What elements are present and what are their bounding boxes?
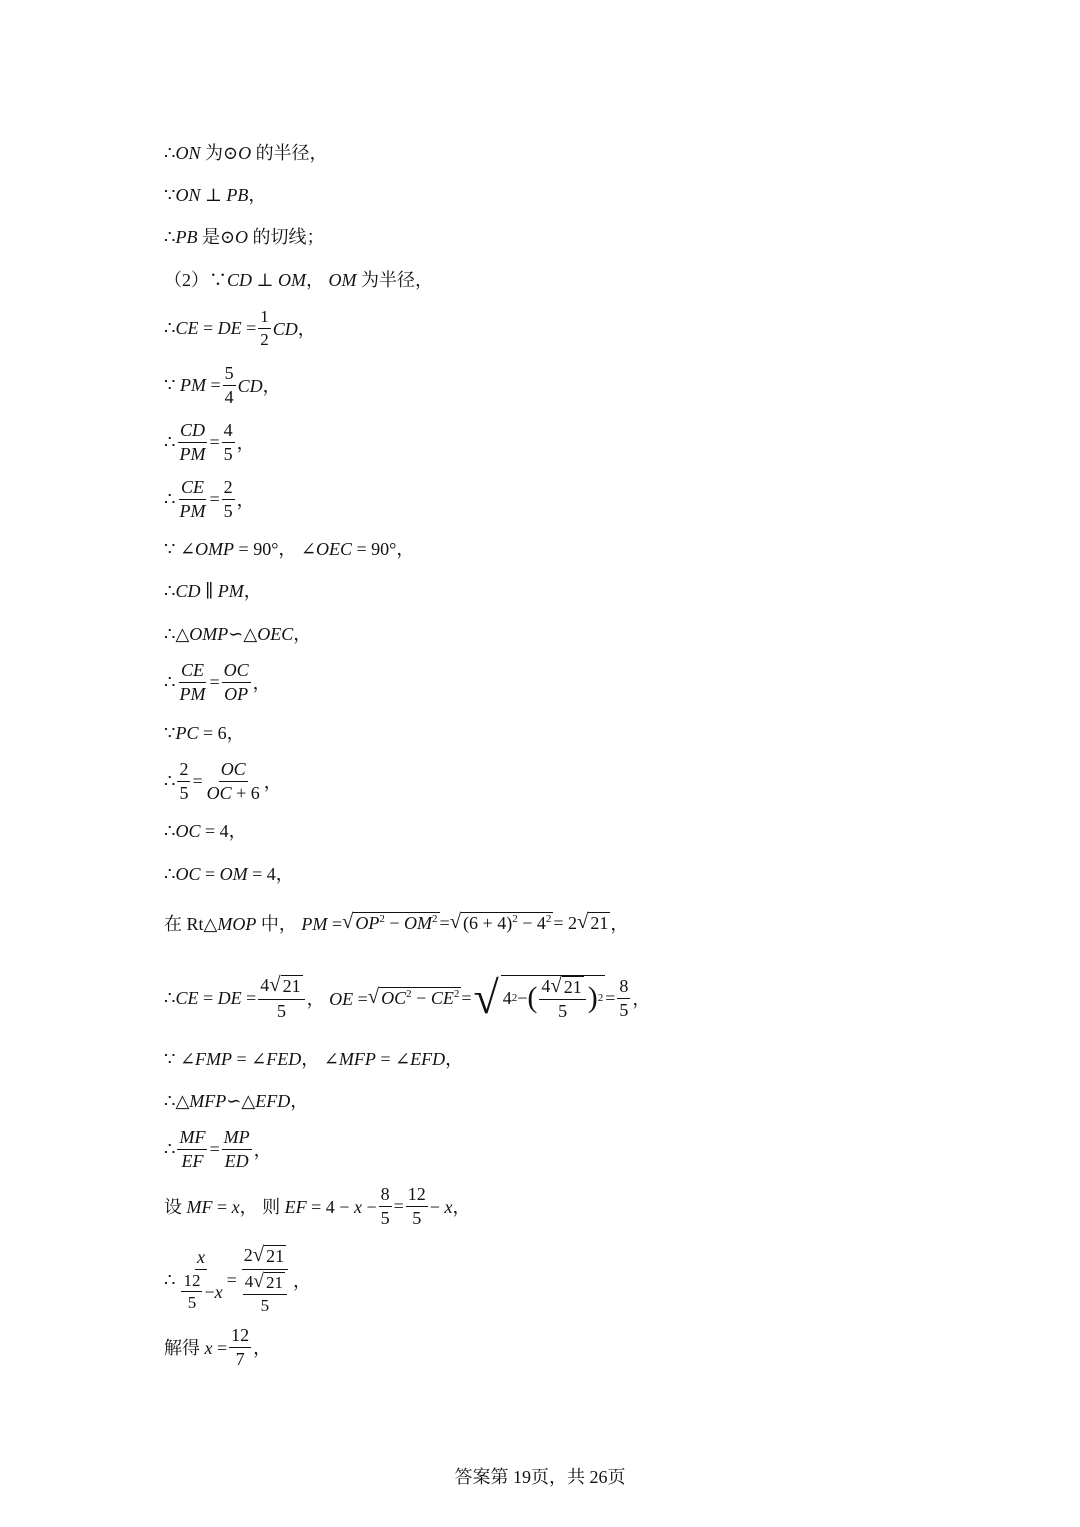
- proof-line-13: ∵PC = 6，: [164, 723, 245, 743]
- proof-line-5: ∴CE = DE = $\frac{1}{2}$ CD，: [164, 306, 316, 349]
- proof-line-12: ∴ $\frac{CE}{PM}$ = $\frac{OC}{OP}$ ，: [164, 659, 271, 704]
- proof-line-20: ∴△MFP∽△EFD，: [164, 1091, 309, 1111]
- proof-line-18: ∴CE = DE = 4 √ 21 5 ， OE = √ $OC^2 - CE^2$ = √ 4 2 − ( 4 √ 21 5 ) 2 = $\frac{8}{5}$ ，: [164, 972, 651, 1023]
- proof-line-21: ∴ $\frac{MF}{EF}$ = $\frac{MP}{ED}$ ，: [164, 1126, 272, 1171]
- proof-line-1: ∴ON 为⊙O 的半径，: [164, 143, 328, 163]
- proof-line-7: ∴ $\frac{CD}{PM}$ = $\frac{4}{5}$ ，: [164, 419, 255, 464]
- proof-line-9: ∵ ∠OMP = 90°， ∠OEC = 90°，: [164, 539, 415, 559]
- proof-line-23: ∴ x $\frac{12}{5}$ − x = 2 √ 21 4 √ 21 5 ，: [164, 1243, 311, 1316]
- proof-line-8: ∴ $\frac{CE}{PM}$ = $\frac{2}{5}$ ，: [164, 476, 255, 521]
- proof-line-11: ∴△OMP∽△OEC，: [164, 624, 312, 644]
- proof-line-22: 设 MF = x， 则 EF = 4 − x − $\frac{8}{5}$ = $\frac{12}{5}$ − x，: [164, 1183, 471, 1228]
- proof-line-15: ∴OC = 4，: [164, 821, 247, 841]
- proof-line-19: ∵ ∠FMP = ∠FED， ∠MFP = ∠EFD，: [164, 1049, 464, 1069]
- proof-line-16: ∴OC = OM = 4，: [164, 864, 294, 884]
- page-footer: 答案第 19页，共 26页: [454, 1467, 626, 1487]
- proof-line-10: ∴CD ∥ PM，: [164, 581, 262, 601]
- proof-line-6: ∵ PM = $\frac{5}{4}$ CD，: [164, 362, 281, 407]
- proof-line-2: ∵ON ⊥ PB，: [164, 185, 267, 205]
- proof-line-3: ∴PB 是⊙O 的切线；: [164, 227, 325, 247]
- proof-line-14: ∴ $\frac{2}{5}$ = $\frac{OC}{OC + 6}$ ，: [164, 758, 282, 803]
- proof-line-4: （2）∵CD ⊥ OM， OM 为半径，: [164, 270, 433, 290]
- proof-line-24: 解得 x = $\frac{12}{7}$ ，: [164, 1324, 272, 1369]
- proof-line-17: 在 Rt△MOP 中， PM = √ $OP^2 - OM^2$ = √ $(6 + 4)^2 - 4^2$ = 2 √ 21 ，: [164, 911, 629, 934]
